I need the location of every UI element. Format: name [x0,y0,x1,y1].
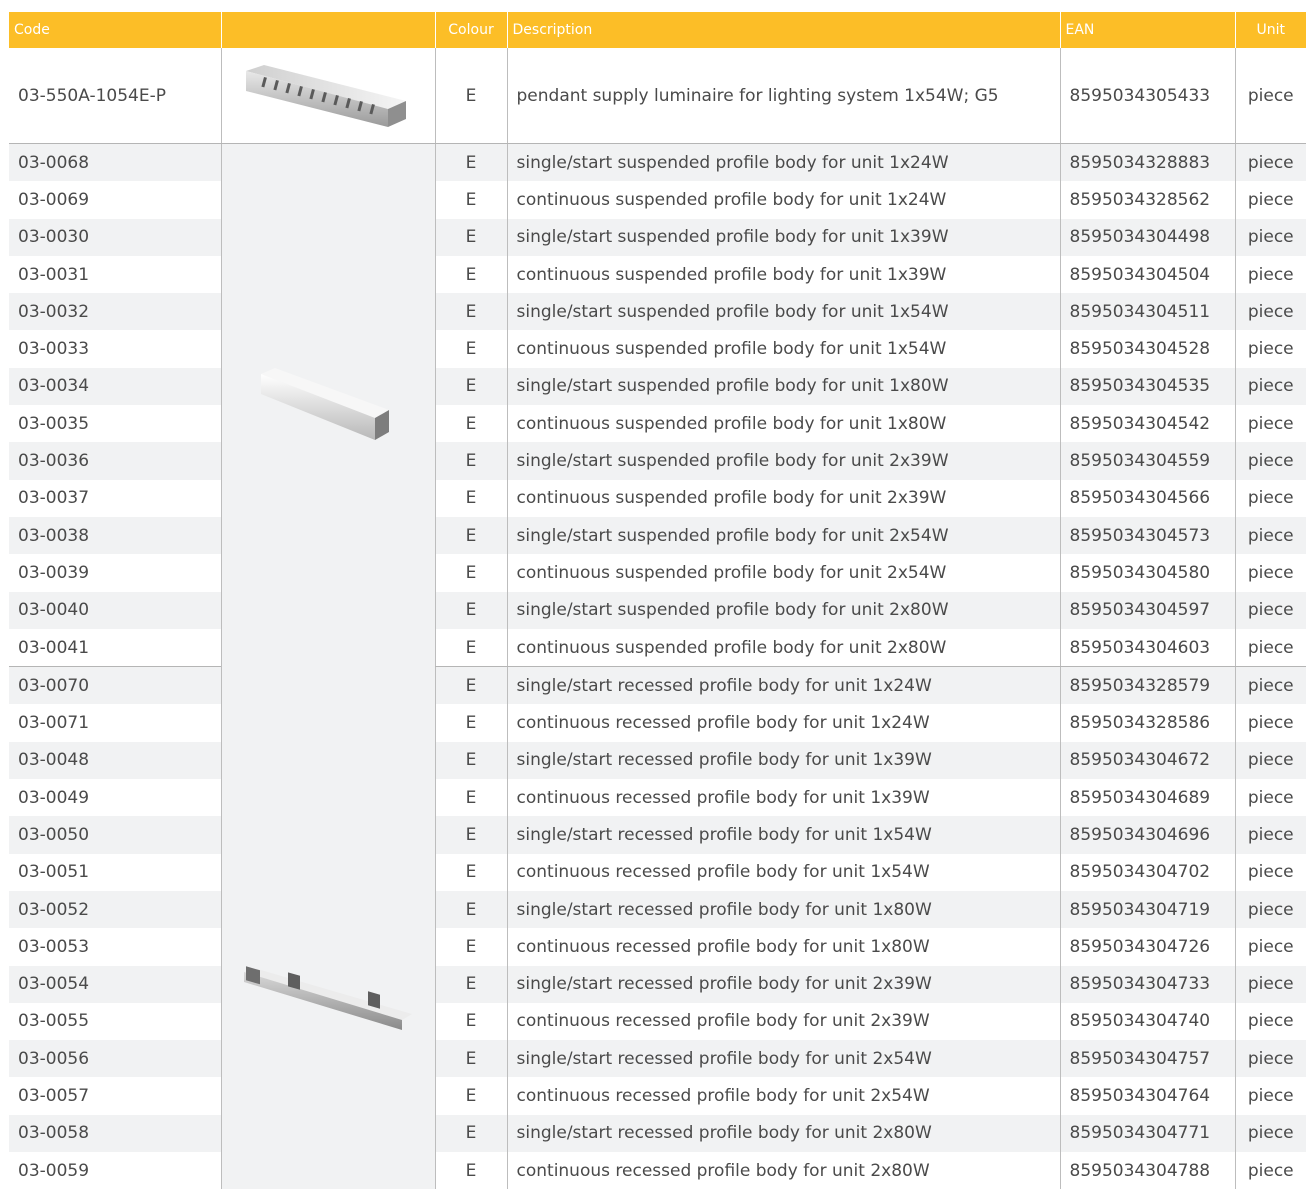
cell-ean: 8595034304528 [1060,330,1235,367]
cell-description: continuous recessed profile body for unit 2x39W [507,1003,1060,1040]
cell-code: 03-0054 [9,966,221,1003]
cell-unit: piece [1235,854,1306,891]
table-row [9,181,1306,218]
suspended-profile-icon [253,360,403,450]
cell-ean: 8595034304757 [1060,1040,1235,1077]
cell-description: single/start suspended profile body for unit 1x39W [507,219,1060,256]
table-row [9,330,1306,367]
table-row [9,891,1306,928]
cell-code: 03-0070 [9,667,221,705]
cell-ean: 8595034304696 [1060,816,1235,853]
cell-description: single/start suspended profile body for unit 2x80W [507,592,1060,629]
cell-code: 03-0048 [9,742,221,779]
cell-colour: E [435,1077,507,1114]
cell-code: 03-0059 [18,1160,90,1181]
table-header-row [9,12,1306,48]
cell-ean: 8595034304504 [1060,256,1235,293]
cell-ean: 8595034304566 [1060,480,1235,517]
cell-colour: E [435,368,507,405]
cell-colour: E [435,742,507,779]
table-row [9,144,1306,182]
cell-description: single/start recessed profile body for unit 2x39W [507,966,1060,1003]
product-table [9,12,1306,1189]
cell-unit: piece [1235,368,1306,405]
cell-description: single/start suspended profile body for unit 1x54W [507,293,1060,330]
cell-ean: 8595034328883 [1060,144,1235,182]
cell-description: single/start recessed profile body for unit 2x80W [507,1115,1060,1152]
table-row [9,1115,1306,1152]
cell-ean: 8595034304733 [1060,966,1235,1003]
cell-code: 03-0052 [9,891,221,928]
cell-colour: E [435,779,507,816]
cell-description: single/start suspended profile body for unit 2x39W [507,442,1060,479]
table-row [9,368,1306,405]
cell-code: 03-0039 [18,562,90,583]
table-row [9,667,1306,705]
cell-ean: 8595034328586 [1060,704,1235,741]
cell-description: continuous suspended profile body for unit 2x80W [507,629,1060,667]
cell-colour: E [435,330,507,367]
header-unit: Unit [1235,12,1306,48]
table-row [9,629,1306,667]
cell-unit: piece [1235,219,1306,256]
cell-colour: E [435,704,507,741]
cell-code: 03-0035 [18,413,90,434]
cell-ean: 8595034304672 [1060,742,1235,779]
table-row [9,742,1306,779]
pendant-luminaire-image [221,48,435,144]
table-row [9,219,1306,256]
cell-unit: piece [1235,779,1306,816]
cell-colour: E [435,256,507,293]
cell-ean: 8595034304535 [1060,368,1235,405]
cell-code: 03-0030 [9,219,221,256]
cell-colour: E [435,1003,507,1040]
header-code: Code [9,12,221,48]
cell-code: 03-0056 [9,1040,221,1077]
recessed-profile-icon [238,958,418,1038]
cell-unit: piece [1235,330,1306,367]
cell-description: single/start suspended profile body for unit 2x54W [507,517,1060,554]
table-row [9,1077,1306,1114]
cell-description: continuous recessed profile body for unit 1x24W [507,704,1060,741]
cell-ean: 8595034304719 [1060,891,1235,928]
table-row [9,966,1306,1003]
table-row [9,928,1306,965]
cell-colour: E [435,480,507,517]
table-row [9,442,1306,479]
cell-colour: E [435,928,507,965]
cell-unit: piece [1235,256,1306,293]
table-row [9,816,1306,853]
cell-colour: E [435,554,507,591]
cell-colour: E [435,219,507,256]
cell-colour: E [435,816,507,853]
cell-colour: E [435,667,507,705]
cell-unit: piece [1235,144,1306,182]
cell-code: 03-0049 [18,787,90,808]
cell-code: 03-0053 [18,936,90,957]
cell-unit: piece [1235,592,1306,629]
cell-colour: E [435,181,507,218]
cell-code: 03-0050 [9,816,221,853]
cell-code: 03-0057 [18,1086,90,1107]
header-colour: Colour [435,12,507,48]
header-image [221,12,435,48]
cell-description: single/start recessed profile body for unit 2x54W [507,1040,1060,1077]
table-row [9,256,1306,293]
cell-code: 03-0038 [9,517,221,554]
cell-description: single/start recessed profile body for unit 1x39W [507,742,1060,779]
cell-ean: 8595034304764 [1060,1077,1235,1114]
cell-description: continuous recessed profile body for unit 1x80W [507,928,1060,965]
cell-unit: piece [1235,816,1306,853]
cell-description: continuous suspended profile body for unit 1x54W [507,330,1060,367]
cell-colour: E [435,293,507,330]
cell-unit: piece [1235,667,1306,705]
cell-ean: 8595034304788 [1060,1152,1235,1189]
cell-description: single/start recessed profile body for unit 1x54W [507,816,1060,853]
cell-colour: E [435,1115,507,1152]
cell-ean: 8595034304702 [1060,854,1235,891]
cell-description: continuous recessed profile body for unit 1x54W [507,854,1060,891]
cell-ean: 8595034304726 [1060,928,1235,965]
table-row [9,1152,1306,1189]
table-row [9,293,1306,330]
header-ean: EAN [1060,12,1235,48]
table-row [9,480,1306,517]
cell-code: 03-0032 [9,293,221,330]
cell-description: continuous recessed profile body for unit 1x39W [507,779,1060,816]
cell-code: 03-0069 [18,189,90,210]
cell-unit: piece [1235,629,1306,667]
cell-description: continuous recessed profile body for unit 2x54W [507,1077,1060,1114]
cell-description: single/start suspended profile body for unit 1x80W [507,368,1060,405]
suspended-profile-image [221,144,435,667]
cell-description: continuous suspended profile body for unit 1x39W [507,256,1060,293]
cell-ean: 8595034304559 [1060,442,1235,479]
cell-description: single/start recessed profile body for unit 1x24W [507,667,1060,705]
cell-unit: piece [1235,48,1306,144]
table-row [9,854,1306,891]
table-row [9,48,1306,144]
cell-description: continuous recessed profile body for unit 2x80W [507,1152,1060,1189]
cell-description: continuous suspended profile body for unit 2x54W [507,554,1060,591]
cell-code: 03-0058 [9,1115,221,1152]
cell-unit: piece [1235,442,1306,479]
product-table-wrapper [9,12,1306,1189]
cell-colour: E [435,144,507,182]
cell-ean: 8595034328579 [1060,667,1235,705]
cell-ean: 8595034328562 [1060,181,1235,218]
cell-unit: piece [1235,1152,1306,1189]
table-row [9,592,1306,629]
cell-ean: 8595034304573 [1060,517,1235,554]
cell-unit: piece [1235,517,1306,554]
cell-colour: E [435,629,507,667]
cell-unit: piece [1235,704,1306,741]
cell-code: 03-0037 [18,488,90,509]
cell-description: continuous suspended profile body for unit 1x80W [507,405,1060,442]
cell-unit: piece [1235,1077,1306,1114]
cell-code: 03-0033 [18,339,90,360]
cell-code: 03-0071 [18,713,90,734]
cell-description: single/start recessed profile body for unit 1x80W [507,891,1060,928]
cell-colour: E [435,854,507,891]
cell-ean: 8595034304689 [1060,779,1235,816]
cell-code: 03-0031 [18,264,90,285]
pendant-luminaire-icon [236,61,420,131]
cell-colour: E [435,592,507,629]
cell-ean: 8595034304580 [1060,554,1235,591]
cell-code: 03-0051 [18,862,90,883]
cell-ean: 8595034304771 [1060,1115,1235,1152]
cell-code: 03-0041 [9,629,221,667]
cell-colour: E [435,891,507,928]
cell-colour: E [435,966,507,1003]
cell-colour: E [435,517,507,554]
table-body [9,48,1306,1189]
cell-colour: E [435,48,507,144]
cell-unit: piece [1235,405,1306,442]
cell-code: 03-0055 [18,1011,90,1032]
cell-unit: piece [1235,928,1306,965]
cell-unit: piece [1235,891,1306,928]
cell-code: 03-0034 [9,368,221,405]
table-row [9,405,1306,442]
table-row [9,1003,1306,1040]
table-row [9,517,1306,554]
cell-ean: 8595034304498 [1060,219,1235,256]
cell-code: 03-550A-1054E-P [9,48,221,144]
cell-colour: E [435,1152,507,1189]
table-row [9,1040,1306,1077]
cell-unit: piece [1235,966,1306,1003]
cell-unit: piece [1235,554,1306,591]
cell-ean: 8595034305433 [1060,48,1235,144]
cell-colour: E [435,442,507,479]
cell-unit: piece [1235,742,1306,779]
cell-description: single/start suspended profile body for unit 1x24W [507,144,1060,182]
cell-description: pendant supply luminaire for lighting system 1x54W; G5 [507,48,1060,144]
cell-ean: 8595034304542 [1060,405,1235,442]
cell-colour: E [435,405,507,442]
cell-ean: 8595034304603 [1060,629,1235,667]
table-row [9,554,1306,591]
cell-code: 03-0036 [9,442,221,479]
cell-unit: piece [1235,1003,1306,1040]
cell-code: 03-0068 [9,144,221,182]
cell-unit: piece [1235,1115,1306,1152]
cell-ean: 8595034304597 [1060,592,1235,629]
cell-ean: 8595034304740 [1060,1003,1235,1040]
header-description: Description [507,12,1060,48]
cell-ean: 8595034304511 [1060,293,1235,330]
cell-description: continuous suspended profile body for unit 1x24W [507,181,1060,218]
cell-unit: piece [1235,480,1306,517]
recessed-profile-image [221,667,435,1189]
cell-description: continuous suspended profile body for unit 2x39W [507,480,1060,517]
cell-unit: piece [1235,181,1306,218]
table-row [9,704,1306,741]
cell-unit: piece [1235,1040,1306,1077]
cell-unit: piece [1235,293,1306,330]
cell-code: 03-0040 [9,592,221,629]
cell-colour: E [435,1040,507,1077]
table-row [9,779,1306,816]
